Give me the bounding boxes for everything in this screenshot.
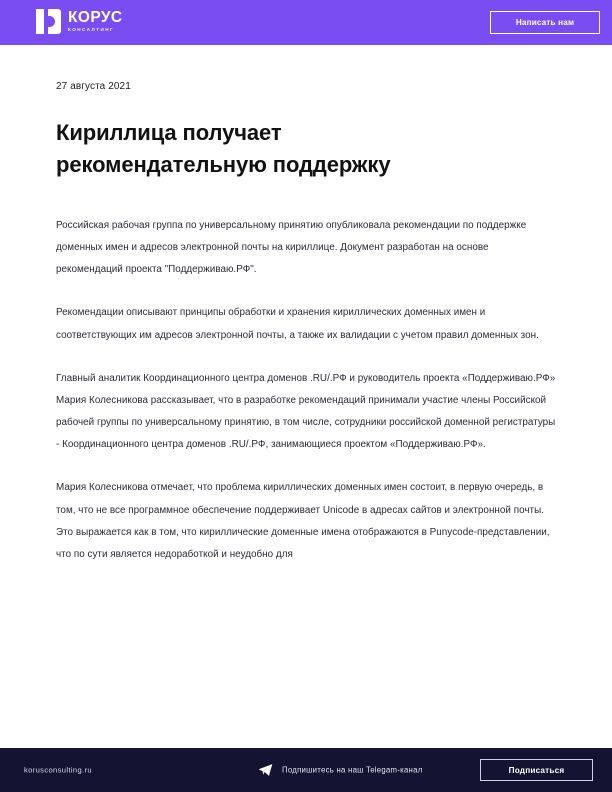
site-footer (0, 748, 612, 792)
subscribe-button[interactable]: Подписаться (480, 759, 593, 781)
brand-logo[interactable] (36, 9, 123, 34)
contact-us-button[interactable]: Написать нам (490, 11, 600, 34)
footer-inner (0, 748, 612, 792)
article-container (0, 45, 612, 566)
header-inner (0, 0, 612, 45)
article-paragraph: Рекомендации описывают принципы обработки и хранения кириллических доменных имен и соответствующих им адресов электронной почты, а также их валидации с учетом правил доменных зон. (56, 307, 539, 341)
site-header (0, 0, 612, 45)
footer-telegram-label: Подпишитесь на наш Telegam-канал (282, 765, 423, 775)
footer-telegram-block[interactable] (258, 764, 423, 777)
logo-subtitle: КОНСАЛТИНГ (68, 27, 115, 33)
logo-text-block (68, 10, 123, 33)
logo-mark-bar-left (36, 9, 44, 34)
article-body (56, 215, 556, 566)
article-paragraph: Мария Колесникова отмечает, что проблема кириллических доменных имен состоит, в первую очередь, в том, что не все программное обеспечение поддерживает Unicode в адресах сайтов и электронной почты. Это выражается как в том, что кириллические доменные имена отображаются в Punycode-представлении, что по сути является недоработкой и неудобно для (56, 482, 550, 561)
article-paragraph: Главный аналитик Координационного центра доменов .RU/.РФ и руководитель проекта «Поддерживаю.РФ» Мария Колесникова рассказывает, что в разработке рекомендаций принимали участие члены Российской рабочей группы по универсальному принятию, в том числе, сотрудники российской доменной регистратуры - Координационного центра доменов .RU/.РФ, занимающиеся проектом «Поддерживаю.РФ». (56, 372, 556, 451)
telegram-paper-plane-icon (258, 764, 273, 777)
footer-site-url[interactable]: korusconsulting.ru (24, 765, 92, 775)
page-title: Кириллица получает рекомендательную поддержку (56, 120, 391, 177)
article-paragraph: Российская рабочая группа по универсальному принятию опубликовала рекомендации по поддержке доменных имен и адресов электронной почты на кириллице. Документ разработан на основе рекомендаций проекта "Поддерживаю.РФ". (56, 219, 527, 276)
korus-logo-mark-icon (36, 9, 61, 34)
logo-title: КОРУС (68, 9, 123, 27)
article-date: 27 августа 2021 (56, 81, 131, 92)
